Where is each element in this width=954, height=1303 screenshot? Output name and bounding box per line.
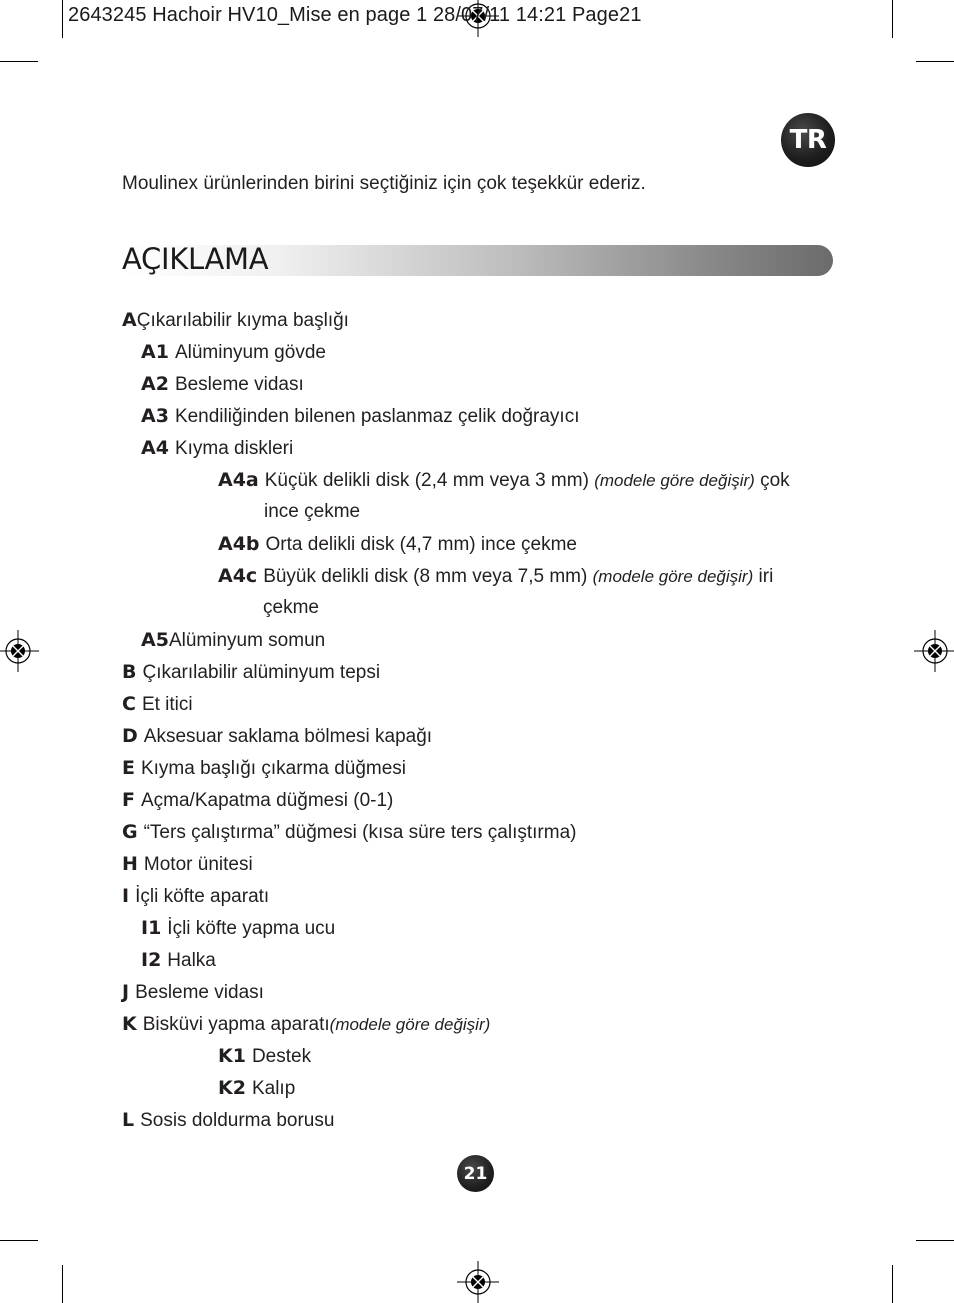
item-text: Açma/Kapatma düğmesi (0-1) xyxy=(140,790,394,811)
item-text: Motor ünitesi xyxy=(143,854,253,875)
item-code: K1 xyxy=(218,1045,246,1067)
item-note: (modele göre değişir) xyxy=(329,1015,491,1034)
item-text: Alüminyum gövde xyxy=(174,342,326,363)
list-item xyxy=(218,560,773,593)
item-code: I2 xyxy=(141,949,162,971)
list-item xyxy=(122,688,193,721)
item-text: Kıyma başlığı çıkarma düğmesi xyxy=(140,758,407,779)
list-item xyxy=(141,912,335,945)
item-code: B xyxy=(122,661,137,683)
item-text: ince çekme xyxy=(264,501,361,522)
list-item xyxy=(122,656,380,689)
crop-mark-icon xyxy=(0,1240,38,1241)
item-text: Büyük delikli disk (8 mm veya 7,5 mm) xyxy=(263,566,588,587)
intro-text: Moulinex ürünlerinden birini seçtiğiniz için çok teşekkür ederiz. xyxy=(122,173,646,194)
crop-mark-icon xyxy=(892,1265,893,1303)
item-code: F xyxy=(122,789,135,811)
list-item xyxy=(122,1104,334,1137)
registration-mark-icon xyxy=(457,1261,499,1303)
item-code: A3 xyxy=(141,405,169,427)
item-code: K2 xyxy=(218,1077,246,1099)
item-text: Aksesuar saklama bölmesi kapağı xyxy=(143,726,433,747)
list-item xyxy=(122,784,393,817)
item-text: Sosis doldurma borusu xyxy=(140,1110,335,1131)
item-text-after: iri xyxy=(758,566,774,587)
item-text: Et itici xyxy=(141,694,193,715)
print-header: 2643245 Hachoir HV10_Mise en page 1 28/07/11 14:21 Page21 xyxy=(68,4,642,26)
item-code: J xyxy=(122,981,130,1003)
crop-mark-icon xyxy=(62,1265,63,1303)
item-code: C xyxy=(122,693,136,715)
item-code: A4c xyxy=(218,565,258,587)
list-item xyxy=(141,624,325,657)
item-text: Alüminyum somun xyxy=(168,630,326,651)
list-item xyxy=(141,368,304,401)
list-item xyxy=(141,400,579,433)
language-badge: TR xyxy=(781,113,835,167)
list-item xyxy=(218,1072,295,1105)
list-item xyxy=(141,432,293,465)
list-item xyxy=(122,848,253,881)
list-item xyxy=(122,880,269,913)
item-text-after: çok xyxy=(760,470,790,491)
item-text: Kalıp xyxy=(251,1078,296,1099)
list-item xyxy=(218,528,577,561)
crop-mark-icon xyxy=(916,1240,954,1241)
item-code: A1 xyxy=(141,341,169,363)
item-code: A5 xyxy=(141,629,169,651)
list-item-continuation xyxy=(264,496,360,528)
item-code: H xyxy=(122,853,138,875)
item-code: I1 xyxy=(141,917,162,939)
item-text: Orta delikli disk (4,7 mm) ince çekme xyxy=(265,534,577,555)
list-item xyxy=(122,976,264,1009)
list-item xyxy=(141,336,326,369)
item-text: Halka xyxy=(167,950,216,971)
item-note: (modele göre değişir) xyxy=(594,471,755,490)
item-text: İçli köfte yapma ucu xyxy=(167,918,336,939)
list-item xyxy=(122,816,576,849)
item-code: A4 xyxy=(141,437,169,459)
item-code: A4a xyxy=(218,469,259,491)
item-code: E xyxy=(122,757,135,779)
list-item xyxy=(218,464,790,497)
item-code: L xyxy=(122,1109,135,1131)
list-item-continuation xyxy=(263,592,319,624)
item-code: G xyxy=(122,821,138,843)
section-title: AÇIKLAMA xyxy=(122,242,269,276)
crop-mark-icon xyxy=(892,0,893,38)
item-code: D xyxy=(122,725,138,747)
list-item xyxy=(141,944,216,977)
list-item xyxy=(122,304,349,337)
item-text: “Ters çalıştırma” düğmesi (kısa süre ters çalıştırma) xyxy=(143,822,577,843)
item-code: A xyxy=(122,309,137,331)
item-text: İçli köfte aparatı xyxy=(135,886,270,907)
crop-mark-icon xyxy=(916,61,954,62)
item-text: Besleme vidası xyxy=(135,982,264,1003)
item-text: Küçük delikli disk (2,4 mm veya 3 mm) xyxy=(264,470,589,491)
item-code: K xyxy=(122,1013,137,1035)
item-text: Besleme vidası xyxy=(174,374,304,395)
item-text: Kendiliğinden bilenen paslanmaz çelik doğrayıcı xyxy=(174,406,580,427)
item-text: Çıkarılabilir kıyma başlığı xyxy=(136,310,349,331)
item-code: I xyxy=(122,885,130,907)
list-item xyxy=(218,1040,311,1073)
list-item xyxy=(122,720,432,753)
item-text: Bisküvi yapma aparatı xyxy=(142,1014,330,1035)
list-item xyxy=(122,1008,490,1041)
item-text: Destek xyxy=(251,1046,312,1067)
page-number: 21 xyxy=(457,1155,494,1192)
item-code: A2 xyxy=(141,373,169,395)
item-note: (modele göre değişir) xyxy=(592,567,754,586)
item-text: Kıyma diskleri xyxy=(174,438,294,459)
item-text: çekme xyxy=(263,597,319,618)
registration-mark-icon xyxy=(914,630,954,672)
list-item xyxy=(122,752,406,785)
registration-mark-icon xyxy=(0,630,39,672)
crop-mark-icon xyxy=(0,61,38,62)
item-code: A4b xyxy=(218,533,260,555)
item-text: Çıkarılabilir alüminyum tepsi xyxy=(142,662,381,683)
crop-mark-icon xyxy=(62,0,63,38)
